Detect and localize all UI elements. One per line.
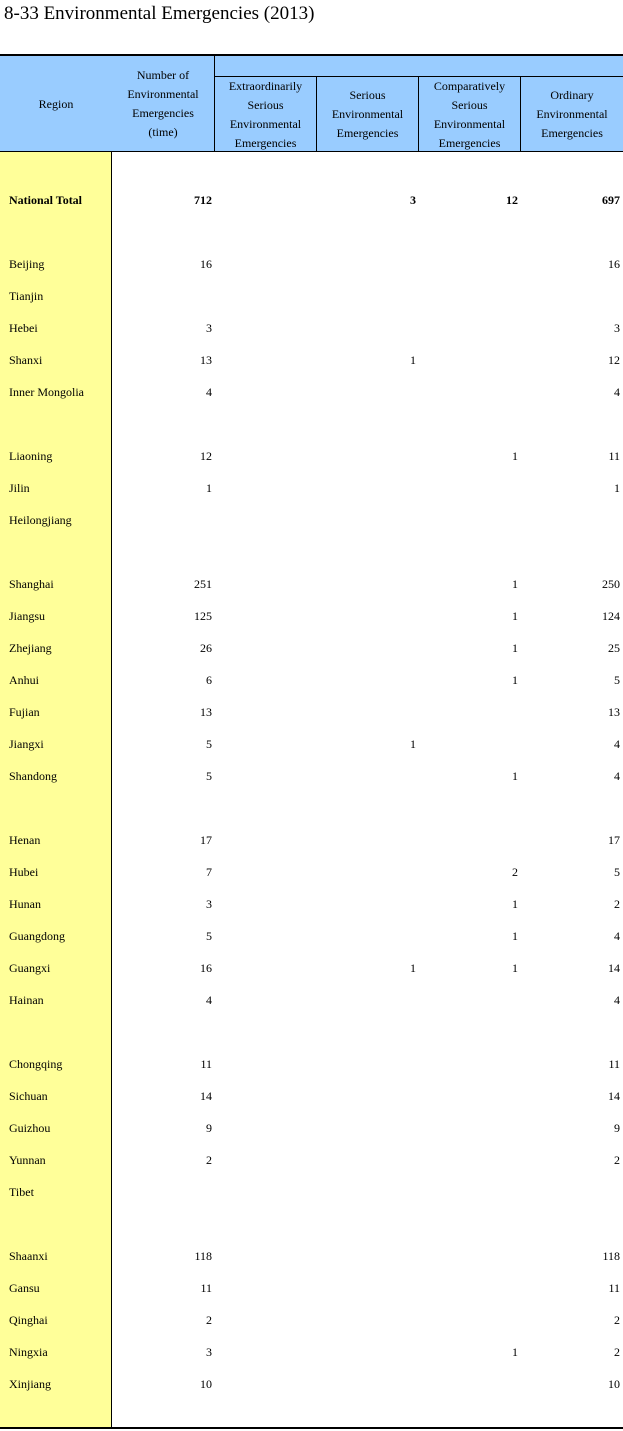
table-row bbox=[0, 824, 623, 856]
cell-serious bbox=[316, 280, 416, 312]
cell-region: Yunnan bbox=[9, 1153, 46, 1167]
cell-extraordinarily bbox=[216, 760, 315, 792]
header-total bbox=[112, 56, 215, 152]
cell-total: 13 bbox=[200, 705, 212, 719]
table-row bbox=[0, 248, 623, 280]
cell-region: Guizhou bbox=[9, 1121, 51, 1135]
cell-extraordinarily bbox=[216, 1368, 315, 1400]
cell-extraordinarily bbox=[216, 1112, 315, 1144]
cell-total: 10 bbox=[200, 1377, 212, 1391]
cell-comparatively bbox=[418, 824, 518, 856]
cell-comparatively: 12 bbox=[506, 193, 518, 207]
table-row bbox=[0, 280, 623, 312]
cell-ordinary: 4 bbox=[614, 737, 620, 751]
cell-total: 2 bbox=[206, 1313, 212, 1327]
cell-region: Sichuan bbox=[9, 1089, 48, 1103]
cell-ordinary: 10 bbox=[608, 1377, 620, 1391]
cell-serious bbox=[316, 472, 416, 504]
cell-comparatively bbox=[418, 1304, 518, 1336]
cell-region: Jiangxi bbox=[9, 737, 44, 751]
cell-region: Shandong bbox=[9, 769, 57, 783]
cell-total: 11 bbox=[200, 1057, 212, 1071]
cell-region: Hubei bbox=[9, 865, 39, 879]
cell-extraordinarily bbox=[216, 888, 315, 920]
cell-total: 4 bbox=[206, 993, 212, 1007]
table-row bbox=[0, 1272, 623, 1304]
cell-region: Fujian bbox=[9, 705, 40, 719]
cell-total: 125 bbox=[194, 609, 212, 623]
cell-comparatively bbox=[418, 1144, 518, 1176]
cell-extraordinarily bbox=[216, 472, 315, 504]
header-ordinary bbox=[521, 76, 623, 152]
cell-ordinary bbox=[520, 504, 620, 536]
cell-comparatively: 1 bbox=[512, 673, 518, 687]
cell-total: 3 bbox=[206, 1345, 212, 1359]
cell-region: Tibet bbox=[9, 1185, 34, 1199]
cell-region: Inner Mongolia bbox=[9, 385, 84, 399]
cell-serious bbox=[316, 1144, 416, 1176]
cell-region: Anhui bbox=[9, 673, 39, 687]
cell-serious bbox=[316, 1272, 416, 1304]
cell-serious bbox=[316, 888, 416, 920]
cell-serious bbox=[316, 1336, 416, 1368]
cell-total: 118 bbox=[194, 1249, 212, 1263]
cell-comparatively bbox=[418, 1080, 518, 1112]
cell-ordinary: 2 bbox=[614, 897, 620, 911]
header-line: Serious bbox=[451, 97, 488, 112]
cell-ordinary: 124 bbox=[602, 609, 620, 623]
header-line: Ordinary bbox=[550, 88, 594, 102]
cell-ordinary: 1 bbox=[614, 481, 620, 495]
header-line: Environmental bbox=[331, 107, 404, 121]
header-serious bbox=[317, 76, 419, 152]
cell-region: Tianjin bbox=[9, 289, 44, 303]
header-line: Emergencies bbox=[132, 106, 194, 120]
header-comparatively-serious bbox=[419, 76, 521, 152]
cell-comparatively: 1 bbox=[512, 577, 518, 591]
cell-ordinary: 118 bbox=[602, 1249, 620, 1263]
cell-total bbox=[112, 504, 212, 536]
table-row bbox=[0, 888, 623, 920]
cell-region: Jilin bbox=[9, 481, 30, 495]
table-row bbox=[0, 984, 623, 1016]
table-header bbox=[0, 56, 623, 152]
cell-serious bbox=[316, 984, 416, 1016]
cell-region: Heilongjiang bbox=[9, 513, 72, 527]
cell-comparatively: 1 bbox=[512, 897, 518, 911]
table-row bbox=[0, 952, 623, 984]
table-row bbox=[0, 1048, 623, 1080]
cell-extraordinarily bbox=[216, 280, 315, 312]
cell-total: 2 bbox=[206, 1153, 212, 1167]
cell-extraordinarily bbox=[216, 920, 315, 952]
cell-serious bbox=[316, 312, 416, 344]
cell-comparatively: 1 bbox=[512, 1345, 518, 1359]
header-extraordinarily-serious bbox=[215, 76, 317, 152]
cell-comparatively bbox=[418, 472, 518, 504]
cell-ordinary: 4 bbox=[614, 993, 620, 1007]
cell-ordinary bbox=[520, 280, 620, 312]
cell-ordinary: 13 bbox=[608, 705, 620, 719]
table-row bbox=[0, 632, 623, 664]
cell-region: Shaanxi bbox=[9, 1249, 48, 1263]
cell-region: Ningxia bbox=[9, 1345, 48, 1359]
cell-ordinary: 16 bbox=[608, 257, 620, 271]
table-row bbox=[0, 1144, 623, 1176]
cell-comparatively: 1 bbox=[512, 641, 518, 655]
cell-serious bbox=[316, 824, 416, 856]
cell-ordinary: 2 bbox=[614, 1313, 620, 1327]
table-row bbox=[0, 344, 623, 376]
national-total-row bbox=[0, 184, 623, 216]
cell-comparatively: 1 bbox=[512, 961, 518, 975]
cell-extraordinarily bbox=[216, 696, 315, 728]
cell-total: 16 bbox=[200, 257, 212, 271]
table-row bbox=[0, 1080, 623, 1112]
cell-total bbox=[112, 280, 212, 312]
header-line: Serious bbox=[349, 88, 386, 102]
cell-ordinary: 2 bbox=[614, 1153, 620, 1167]
table-row bbox=[0, 1336, 623, 1368]
cell-total: 4 bbox=[206, 385, 212, 399]
header-line: Environmental bbox=[536, 107, 608, 121]
header-line: Number of bbox=[136, 68, 190, 82]
cell-serious bbox=[316, 1048, 416, 1080]
cell-comparatively bbox=[418, 728, 518, 760]
cell-ordinary: 25 bbox=[608, 641, 620, 655]
cell-comparatively: 1 bbox=[512, 769, 518, 783]
cell-extraordinarily bbox=[216, 440, 315, 472]
header-line: Serious bbox=[247, 97, 284, 112]
cell-ordinary: 11 bbox=[608, 1057, 620, 1071]
cell-serious bbox=[316, 1176, 416, 1208]
cell-region: Chongqing bbox=[9, 1057, 63, 1071]
cell-total: 9 bbox=[206, 1121, 212, 1135]
cell-ordinary: 11 bbox=[608, 1281, 620, 1295]
cell-serious bbox=[316, 920, 416, 952]
cell-extraordinarily bbox=[216, 1304, 315, 1336]
cell-extraordinarily bbox=[216, 1080, 315, 1112]
table-row bbox=[0, 664, 623, 696]
table-row bbox=[0, 696, 623, 728]
cell-ordinary bbox=[520, 1176, 620, 1208]
cell-serious bbox=[316, 376, 416, 408]
cell-extraordinarily bbox=[216, 952, 315, 984]
header-line: Emergencies bbox=[541, 126, 603, 140]
table-row bbox=[0, 728, 623, 760]
cell-region: Zhejiang bbox=[9, 641, 52, 655]
cell-ordinary: 4 bbox=[614, 385, 620, 399]
cell-ordinary: 5 bbox=[614, 673, 620, 687]
cell-total: 712 bbox=[194, 193, 212, 207]
cell-ordinary: 14 bbox=[608, 1089, 620, 1103]
cell-extraordinarily bbox=[216, 664, 315, 696]
table-row bbox=[0, 856, 623, 888]
header-line: Environmental bbox=[433, 116, 506, 131]
cell-total: 13 bbox=[200, 353, 212, 367]
cell-extraordinarily bbox=[216, 1336, 315, 1368]
cell-serious bbox=[316, 1112, 416, 1144]
cell-total: 5 bbox=[206, 769, 212, 783]
cell-ordinary: 2 bbox=[614, 1345, 620, 1359]
cell-serious bbox=[316, 568, 416, 600]
cell-extraordinarily bbox=[216, 824, 315, 856]
cell-serious bbox=[316, 696, 416, 728]
header-line: Emergencies bbox=[234, 135, 297, 150]
cell-ordinary: 4 bbox=[614, 769, 620, 783]
cell-extraordinarily bbox=[216, 1144, 315, 1176]
cell-extraordinarily bbox=[216, 1048, 315, 1080]
cell-extraordinarily bbox=[216, 632, 315, 664]
table-row bbox=[0, 568, 623, 600]
cell-ordinary: 697 bbox=[602, 193, 620, 207]
cell-comparatively: 1 bbox=[512, 449, 518, 463]
cell-comparatively bbox=[418, 1240, 518, 1272]
cell-serious bbox=[316, 1080, 416, 1112]
cell-extraordinarily bbox=[216, 504, 315, 536]
cell-extraordinarily bbox=[216, 376, 315, 408]
cell-comparatively bbox=[418, 248, 518, 280]
cell-extraordinarily bbox=[216, 984, 315, 1016]
table-row bbox=[0, 376, 623, 408]
cell-extraordinarily bbox=[216, 1176, 315, 1208]
cell-serious bbox=[316, 600, 416, 632]
cell-comparatively bbox=[418, 1272, 518, 1304]
cell-ordinary: 9 bbox=[614, 1121, 620, 1135]
header-line: Extraordinarily bbox=[228, 78, 303, 93]
table-row bbox=[0, 504, 623, 536]
cell-serious bbox=[316, 440, 416, 472]
cell-extraordinarily bbox=[216, 728, 315, 760]
cell-region: Shanghai bbox=[9, 577, 54, 591]
data-table bbox=[0, 54, 623, 1429]
header-line: Emergencies bbox=[438, 135, 501, 150]
cell-total: 3 bbox=[206, 321, 212, 335]
table-row bbox=[0, 600, 623, 632]
table-row bbox=[0, 1176, 623, 1208]
cell-comparatively bbox=[418, 312, 518, 344]
cell-comparatively bbox=[418, 504, 518, 536]
cell-serious: 3 bbox=[410, 193, 416, 207]
cell-extraordinarily bbox=[216, 248, 315, 280]
cell-ordinary: 250 bbox=[602, 577, 620, 591]
cell-ordinary: 3 bbox=[614, 321, 620, 335]
cell-region: Guangxi bbox=[9, 961, 51, 975]
cell-comparatively bbox=[418, 1368, 518, 1400]
cell-extraordinarily bbox=[216, 1272, 315, 1304]
cell-region: Xinjiang bbox=[9, 1377, 51, 1391]
cell-serious bbox=[316, 664, 416, 696]
cell-comparatively: 2 bbox=[512, 865, 518, 879]
cell-region: Gansu bbox=[9, 1281, 40, 1295]
cell-comparatively: 1 bbox=[512, 929, 518, 943]
table-row bbox=[0, 1368, 623, 1400]
cell-comparatively bbox=[418, 1112, 518, 1144]
cell-total bbox=[112, 1176, 212, 1208]
header-line: Environmental bbox=[127, 87, 199, 101]
cell-serious bbox=[316, 1368, 416, 1400]
header-line: Emergencies bbox=[336, 126, 399, 140]
cell-region: Hunan bbox=[9, 897, 41, 911]
cell-serious: 1 bbox=[410, 961, 416, 975]
header-region: Region bbox=[38, 96, 74, 111]
cell-region: Beijing bbox=[9, 257, 45, 271]
cell-serious: 1 bbox=[410, 353, 416, 367]
cell-total: 1 bbox=[206, 481, 212, 495]
cell-comparatively bbox=[418, 376, 518, 408]
table-row bbox=[0, 472, 623, 504]
cell-extraordinarily bbox=[216, 600, 315, 632]
cell-serious bbox=[316, 760, 416, 792]
cell-comparatively: 1 bbox=[512, 609, 518, 623]
cell-total: 11 bbox=[200, 1281, 212, 1295]
cell-extraordinarily bbox=[216, 1240, 315, 1272]
table-row bbox=[0, 1112, 623, 1144]
header-line: Environmental bbox=[229, 116, 302, 131]
cell-ordinary: 11 bbox=[608, 449, 620, 463]
cell-ordinary: 17 bbox=[608, 833, 620, 847]
cell-region: Hainan bbox=[9, 993, 44, 1007]
cell-region: Qinghai bbox=[9, 1313, 48, 1327]
page-title: 8-33 Environmental Emergencies (2013) bbox=[4, 3, 315, 24]
cell-comparatively bbox=[418, 1048, 518, 1080]
header-line: Comparatively bbox=[433, 78, 506, 93]
cell-extraordinarily bbox=[216, 856, 315, 888]
table-row bbox=[0, 312, 623, 344]
header-line: (time) bbox=[148, 125, 178, 139]
cell-total: 17 bbox=[200, 833, 212, 847]
cell-total: 251 bbox=[194, 577, 212, 591]
table-row bbox=[0, 1304, 623, 1336]
cell-region: Liaoning bbox=[9, 449, 53, 463]
cell-total: 26 bbox=[200, 641, 212, 655]
cell-total: 12 bbox=[200, 449, 212, 463]
cell-total: 6 bbox=[206, 673, 212, 687]
cell-extraordinarily bbox=[216, 184, 315, 216]
cell-extraordinarily bbox=[216, 344, 315, 376]
cell-region: Jiangsu bbox=[9, 609, 45, 623]
cell-ordinary: 5 bbox=[614, 865, 620, 879]
cell-serious bbox=[316, 1304, 416, 1336]
cell-serious bbox=[316, 1240, 416, 1272]
cell-comparatively bbox=[418, 1176, 518, 1208]
cell-ordinary: 12 bbox=[608, 353, 620, 367]
cell-ordinary: 14 bbox=[608, 961, 620, 975]
cell-comparatively bbox=[418, 344, 518, 376]
cell-serious bbox=[316, 504, 416, 536]
cell-serious bbox=[316, 248, 416, 280]
cell-total: 3 bbox=[206, 897, 212, 911]
cell-comparatively bbox=[418, 984, 518, 1016]
cell-region: Henan bbox=[9, 833, 41, 847]
cell-comparatively bbox=[418, 696, 518, 728]
cell-serious: 1 bbox=[410, 737, 416, 751]
cell-total: 5 bbox=[206, 737, 212, 751]
cell-serious bbox=[316, 632, 416, 664]
cell-total: 14 bbox=[200, 1089, 212, 1103]
table-row bbox=[0, 440, 623, 472]
cell-region: Guangdong bbox=[9, 929, 65, 943]
cell-extraordinarily bbox=[216, 312, 315, 344]
cell-total: 5 bbox=[206, 929, 212, 943]
cell-serious bbox=[316, 856, 416, 888]
cell-extraordinarily bbox=[216, 568, 315, 600]
cell-total: 16 bbox=[200, 961, 212, 975]
cell-region: National Total bbox=[9, 193, 83, 207]
cell-ordinary: 4 bbox=[614, 929, 620, 943]
table-row bbox=[0, 1240, 623, 1272]
cell-comparatively bbox=[418, 280, 518, 312]
table-row bbox=[0, 760, 623, 792]
cell-region: Hebei bbox=[9, 321, 38, 335]
table-row bbox=[0, 920, 623, 952]
cell-total: 7 bbox=[206, 865, 212, 879]
cell-region: Shanxi bbox=[9, 353, 43, 367]
